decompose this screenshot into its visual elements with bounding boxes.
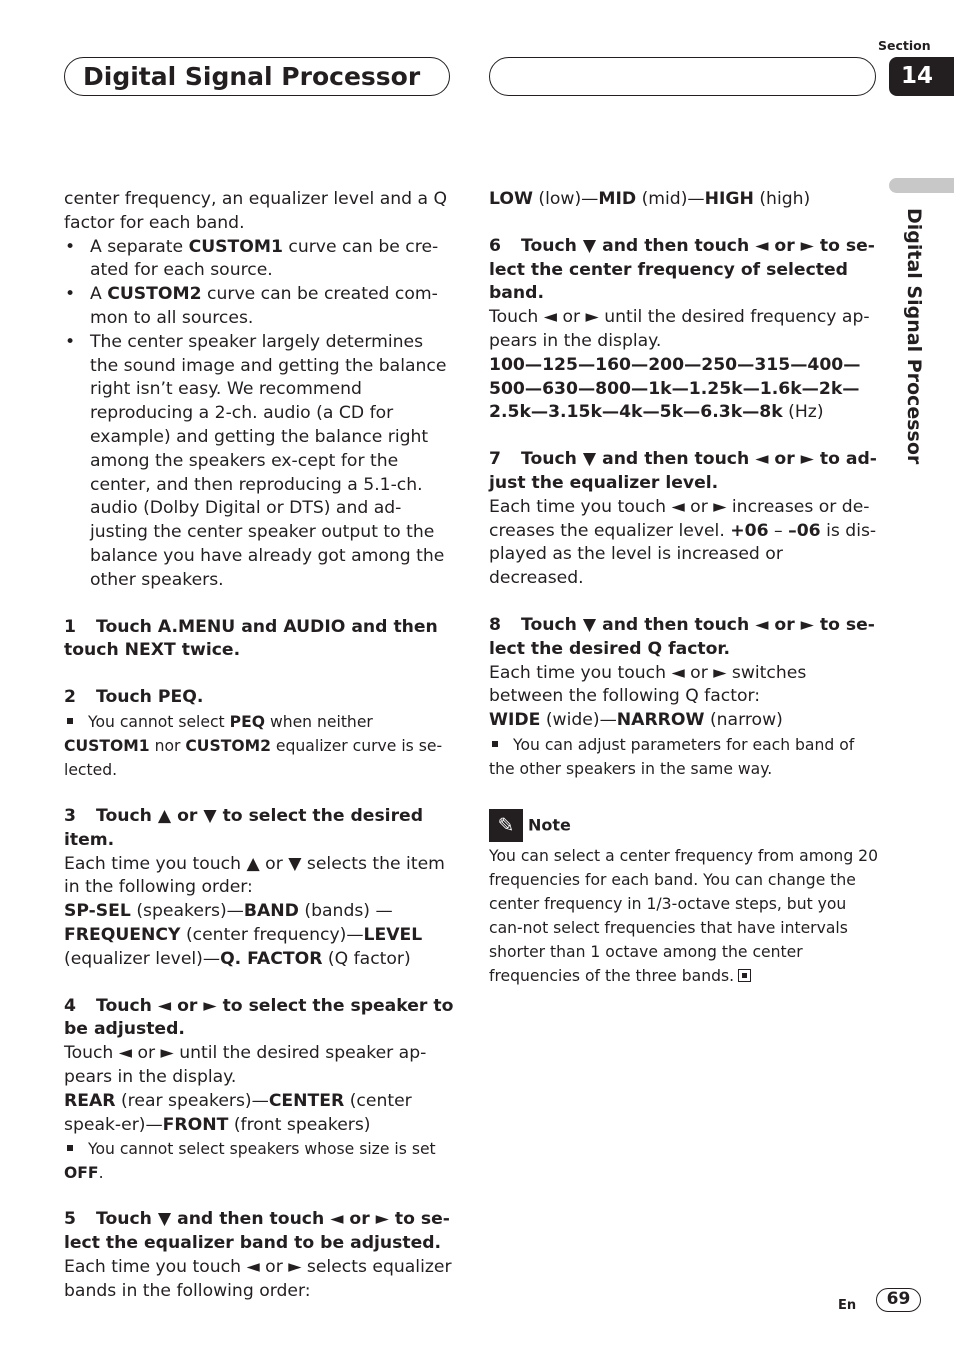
section-label: Section xyxy=(878,38,931,53)
header-blank-banner xyxy=(489,57,876,96)
language-label: En xyxy=(838,1298,857,1313)
step-4-sequence: REAR (rear speakers)—CENTER (center speak-er)—FRONT (front speakers) xyxy=(64,1090,412,1135)
note-heading: ✎ Note xyxy=(489,809,881,842)
step-8-heading: 8 Touch ▼ and then touch ◄ or ► to se-lect the desired Q factor. xyxy=(489,614,875,659)
list-item: • A separate CUSTOM1 curve can be cre-ated for each source. xyxy=(64,236,456,284)
section-number-tab xyxy=(889,57,954,96)
note-square-icon xyxy=(67,718,73,724)
note-body: You can select a center frequency from among 20 frequencies for each band. You can change the center frequency in 1/3-octave steps, but you can-not select frequencies that have intervals shorter than 1 octave among the center frequencies of the three bands. xyxy=(489,846,879,985)
list-item: • A CUSTOM2 curve can be created com-mon to all sources. xyxy=(64,283,456,331)
note-square-icon xyxy=(492,741,498,747)
page-number: 69 xyxy=(876,1288,921,1312)
list-item: • The center speaker largely determines the sound image and getting the balance right isn’t easy. We recommend reproducing a 2-ch. audio (a CD for example) and getting the balance right among the speakers ex-cept for the center, and then reproducing a 5.1-ch. audio (Dolby Digital or DTS) and ad-justing the center speaker output to the balance you have already got among the other speakers. xyxy=(64,331,456,593)
step-3-heading: 3 Touch ▲ or ▼ to select the desired item. xyxy=(64,805,424,850)
side-tab-marker xyxy=(889,178,954,193)
note-square-icon xyxy=(67,1145,73,1151)
step-6-body: Touch ◄ or ► until the desired frequency ap-pears in the display. xyxy=(489,307,870,351)
step-1-heading: 1 Touch A.MENU and AUDIO and then touch NEXT twice. xyxy=(64,616,438,661)
left-column xyxy=(64,188,456,1303)
step-5-heading: 5 Touch ▼ and then touch ◄ or ► to se-lect the equalizer band to be adjusted. xyxy=(64,1209,450,1254)
chapter-title: Digital Signal Processor xyxy=(83,62,421,91)
step-2-heading: 2 Touch PEQ. xyxy=(64,687,204,708)
bullet-list xyxy=(64,236,456,593)
step-2-note: You cannot select PEQ when neither CUSTOM1 nor CUSTOM2 equalizer curve is se-lected. xyxy=(64,712,443,779)
q-factor-sequence: WIDE (wide)—NARROW (narrow) xyxy=(489,710,783,731)
right-column xyxy=(489,188,881,988)
frequency-sequence: 100—125—160—200—250—315—400—500—630—800—1k—1.25k—1.6k—2k—2.5k—3.15k—4k—5k—6.3k—8k (Hz) xyxy=(489,354,861,423)
section-number: 14 xyxy=(901,63,934,89)
step-8-body: Each time you touch ◄ or ► switches between the following Q factor: xyxy=(489,662,807,707)
chapter-title-banner xyxy=(64,57,450,96)
end-mark-icon xyxy=(738,969,751,982)
pencil-note-icon: ✎ xyxy=(489,809,523,842)
side-title: Digital Signal Processor xyxy=(903,208,925,465)
step-4-note: You cannot select speakers whose size is set OFF. xyxy=(64,1140,436,1183)
step-6-heading: 6 Touch ▼ and then touch ◄ or ► to se-lect the center frequency of selected band. xyxy=(489,235,875,304)
intro-paragraph: center frequency, an equalizer level and a Q factor for each band. xyxy=(64,189,448,233)
step-4-body: Touch ◄ or ► until the desired speaker ap-pears in the display. xyxy=(64,1043,427,1087)
step-3-body: Each time you touch ▲ or ▼ selects the item in the following order: xyxy=(64,853,445,898)
step-4-heading: 4 Touch ◄ or ► to select the speaker to be adjusted. xyxy=(64,995,454,1040)
step-5-body: Each time you touch ◄ or ► selects equalizer bands in the following order: xyxy=(64,1256,452,1301)
step-3-sequence: SP-SEL (speakers)—BAND (bands) —FREQUENCY (center frequency)—LEVEL (equalizer level)—Q. FACTOR (Q factor) xyxy=(64,901,423,969)
step-7-body: Each time you touch ◄ or ► increases or de-creases the equalizer level. +06 – –06 is dis-played as the level is increased or decreased. xyxy=(489,496,877,589)
step-8-note: You can adjust parameters for each band of the other speakers in the same way. xyxy=(489,735,855,778)
band-sequence: LOW (low)—MID (mid)—HIGH (high) xyxy=(489,189,811,209)
step-7-heading: 7 Touch ▼ and then touch ◄ or ► to ad-just the equalizer level. xyxy=(489,449,877,493)
